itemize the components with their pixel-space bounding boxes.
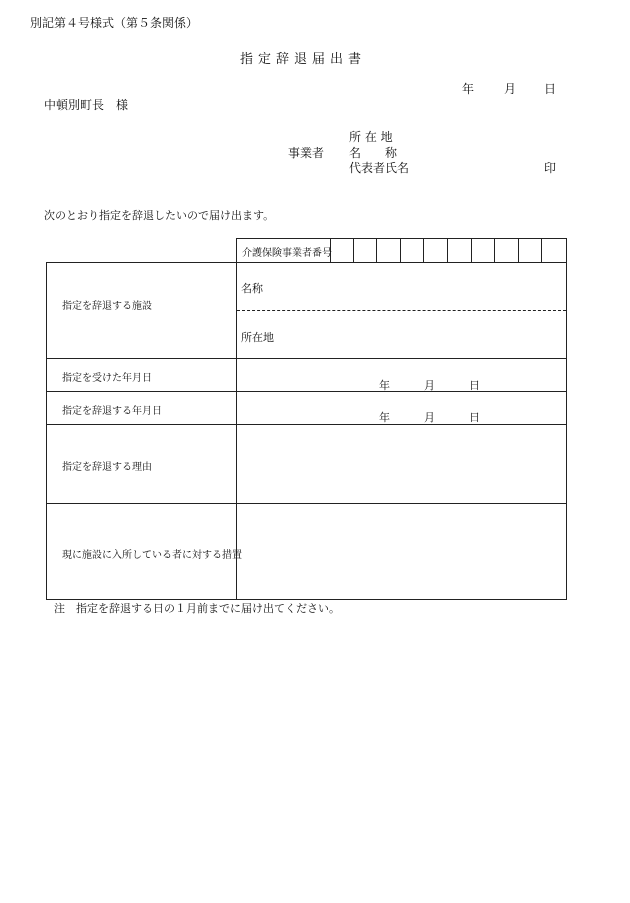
facility-label: 指定を辞退する施設 bbox=[62, 301, 152, 312]
form-number: 別記第４号様式（第５条関係） bbox=[30, 16, 199, 30]
applicant-group-label: 事業者 bbox=[288, 146, 325, 160]
facility-name-label: 名称 bbox=[241, 282, 263, 295]
provider-number-digit-box[interactable] bbox=[424, 238, 448, 262]
applicant-address-label: 所 在 地 bbox=[349, 130, 393, 144]
designation-month: 月 bbox=[424, 379, 435, 392]
designation-date-label: 指定を受けた年月日 bbox=[62, 373, 152, 384]
provider-number-digit-box[interactable] bbox=[354, 238, 378, 262]
facility-address-label: 所在地 bbox=[241, 331, 274, 344]
reason-label: 指定を辞退する理由 bbox=[62, 462, 152, 473]
provider-number-digit-box[interactable] bbox=[330, 238, 354, 262]
withdrawal-year: 年 bbox=[379, 411, 390, 424]
applicant-name-label: 名 称 bbox=[349, 146, 398, 160]
withdrawal-day: 日 bbox=[469, 411, 480, 424]
footnote: 注 指定を辞退する日の１月前までに届け出てください。 bbox=[54, 602, 340, 615]
provider-number-digit-box[interactable] bbox=[472, 238, 496, 262]
date-month-label: 月 bbox=[504, 82, 517, 96]
document-title: 指定辞退届出書 bbox=[240, 52, 367, 67]
withdrawal-date-label: 指定を辞退する年月日 bbox=[62, 406, 162, 417]
designation-day: 日 bbox=[469, 379, 480, 392]
facility-divider bbox=[237, 310, 566, 311]
addressee: 中頓別町長 様 bbox=[44, 98, 129, 112]
provider-number-digit-box[interactable] bbox=[401, 238, 425, 262]
provider-number-label: 介護保険事業者番号 bbox=[242, 248, 332, 259]
provider-number-digit-box[interactable] bbox=[448, 238, 472, 262]
provider-number-digit-box[interactable] bbox=[519, 238, 543, 262]
date-day-label: 日 bbox=[544, 82, 557, 96]
statement-text: 次のとおり指定を辞退したいので届け出ます。 bbox=[44, 209, 275, 222]
date-year-label: 年 bbox=[462, 82, 475, 96]
provider-number-digit-box[interactable] bbox=[495, 238, 519, 262]
withdrawal-month: 月 bbox=[424, 411, 435, 424]
seal-mark: 印 bbox=[544, 161, 557, 175]
provider-number-digit-box[interactable] bbox=[377, 238, 401, 262]
applicant-representative-label: 代表者氏名 bbox=[349, 161, 410, 175]
designation-year: 年 bbox=[379, 379, 390, 392]
provider-number-digit-box[interactable] bbox=[542, 238, 566, 262]
measures-label: 現に施設に入所している者に対する措置 bbox=[62, 550, 242, 561]
